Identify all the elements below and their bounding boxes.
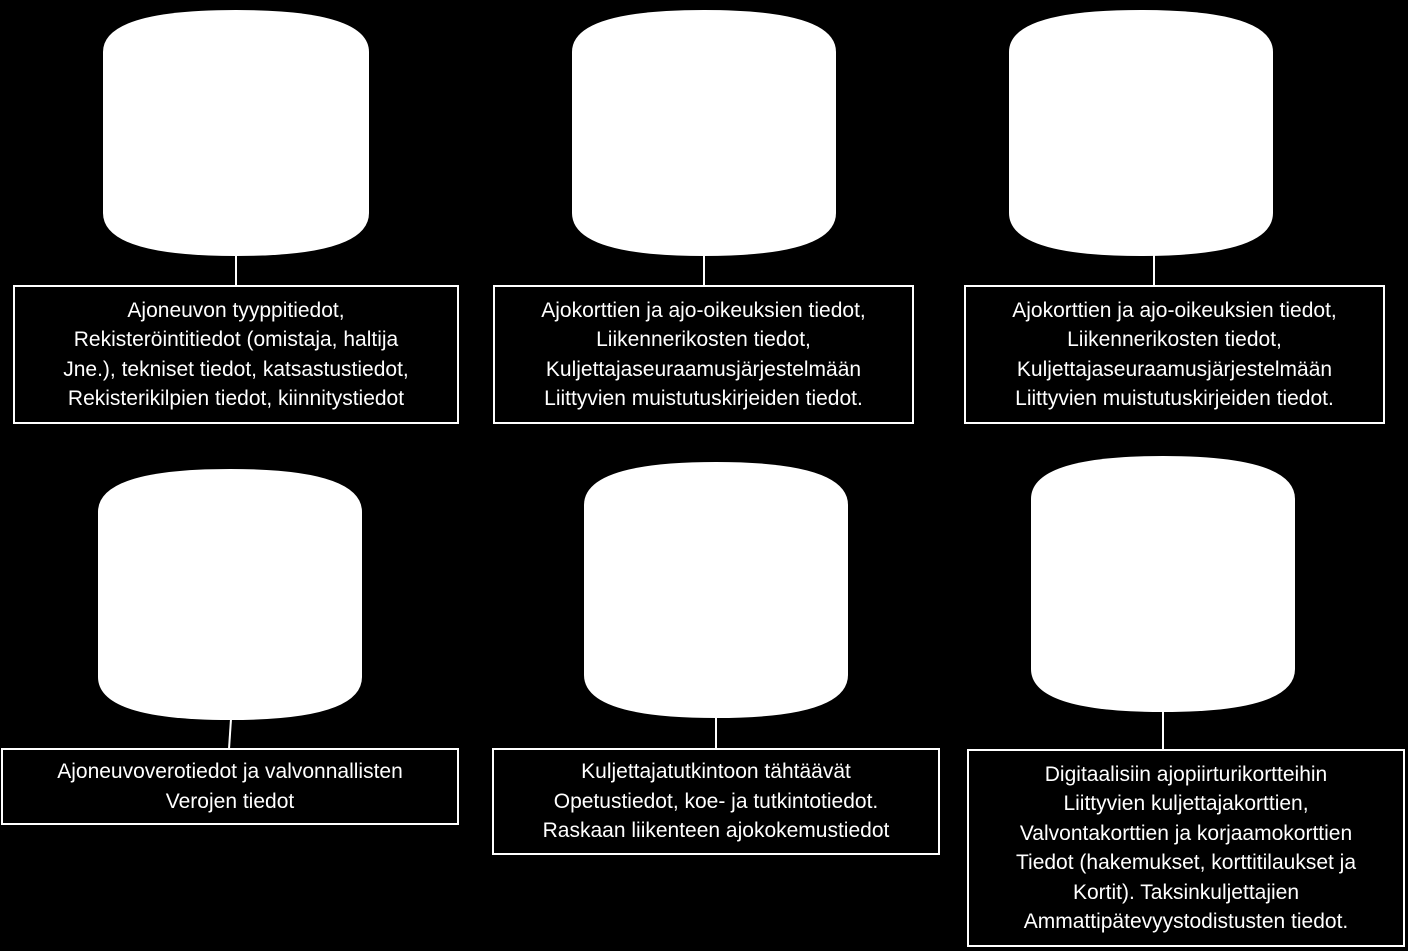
box-text-line: Tiedot (hakemukset, korttitilaukset ja — [1015, 851, 1357, 874]
info-box-driving-licence-data — [493, 285, 914, 424]
box-text-line: Rekisteröintitiedot (omistaja, haltija — [73, 328, 399, 351]
info-box-vehicle-data — [13, 285, 459, 424]
box-text-line: Ammattipätevyystodistusten tiedot. — [1023, 910, 1349, 933]
database-cylinder-icon — [584, 462, 848, 718]
box-text-line: Rekisterikilpien tiedot, kiinnitystiedot — [67, 387, 405, 410]
database-cylinder-icon — [103, 10, 369, 256]
box-text-line: Valvontakorttien ja korjaamokorttien — [1019, 821, 1353, 845]
box-text-line: Opetustiedot, koe- ja tutkintotiedot. — [553, 789, 879, 813]
database-cylinder-icon — [1009, 10, 1273, 256]
box-text-line: Ajokorttien ja ajo-oikeuksien tiedot, — [1012, 298, 1337, 322]
database-cylinder-icon — [572, 10, 836, 256]
info-box-driving-licence-data-2 — [964, 285, 1385, 424]
box-text-line: Raskaan liikenteen ajokokemustiedot — [542, 819, 890, 843]
box-text-line: Liikennerikosten tiedot, — [1067, 328, 1282, 351]
info-box-driver-exam-data — [492, 748, 940, 855]
box-text-line: Digitaalisiin ajopiirturikortteihin — [1044, 762, 1328, 786]
box-text-line: Verojen tiedot — [165, 789, 295, 813]
box-text-line: Kuljettajatutkintoon tähtäävät — [581, 760, 851, 784]
database-cylinder-icon — [98, 469, 362, 720]
box-text-line: Ajoneuvon tyyppitiedot, — [127, 298, 345, 322]
box-text-line: Liittyvien kuljettajakorttien, — [1063, 792, 1309, 815]
info-box-tachograph-card-data — [967, 749, 1405, 947]
box-text-line: Kortit). Taksinkuljettajien — [1072, 880, 1300, 904]
box-text-line: Liittyvien muistutuskirjeiden tiedot. — [544, 387, 863, 410]
box-text-line: Ajoneuvoverotiedot ja valvonnallisten — [57, 760, 403, 783]
box-text-line: Kuljettajaseuraamusjärjestelmään — [545, 357, 862, 381]
box-text-line: Liikennerikosten tiedot, — [596, 328, 811, 351]
box-text-line: Kuljettajaseuraamusjärjestelmään — [1016, 357, 1333, 381]
box-text-line: Liittyvien muistutuskirjeiden tiedot. — [1015, 387, 1334, 410]
box-text-line: Ajokorttien ja ajo-oikeuksien tiedot, — [541, 298, 866, 322]
info-box-vehicle-tax-data — [1, 748, 459, 825]
connector-line — [229, 719, 231, 749]
database-cylinder-icon — [1031, 456, 1295, 712]
box-text-line: Jne.), tekniset tiedot, katsastustiedot, — [63, 357, 409, 381]
